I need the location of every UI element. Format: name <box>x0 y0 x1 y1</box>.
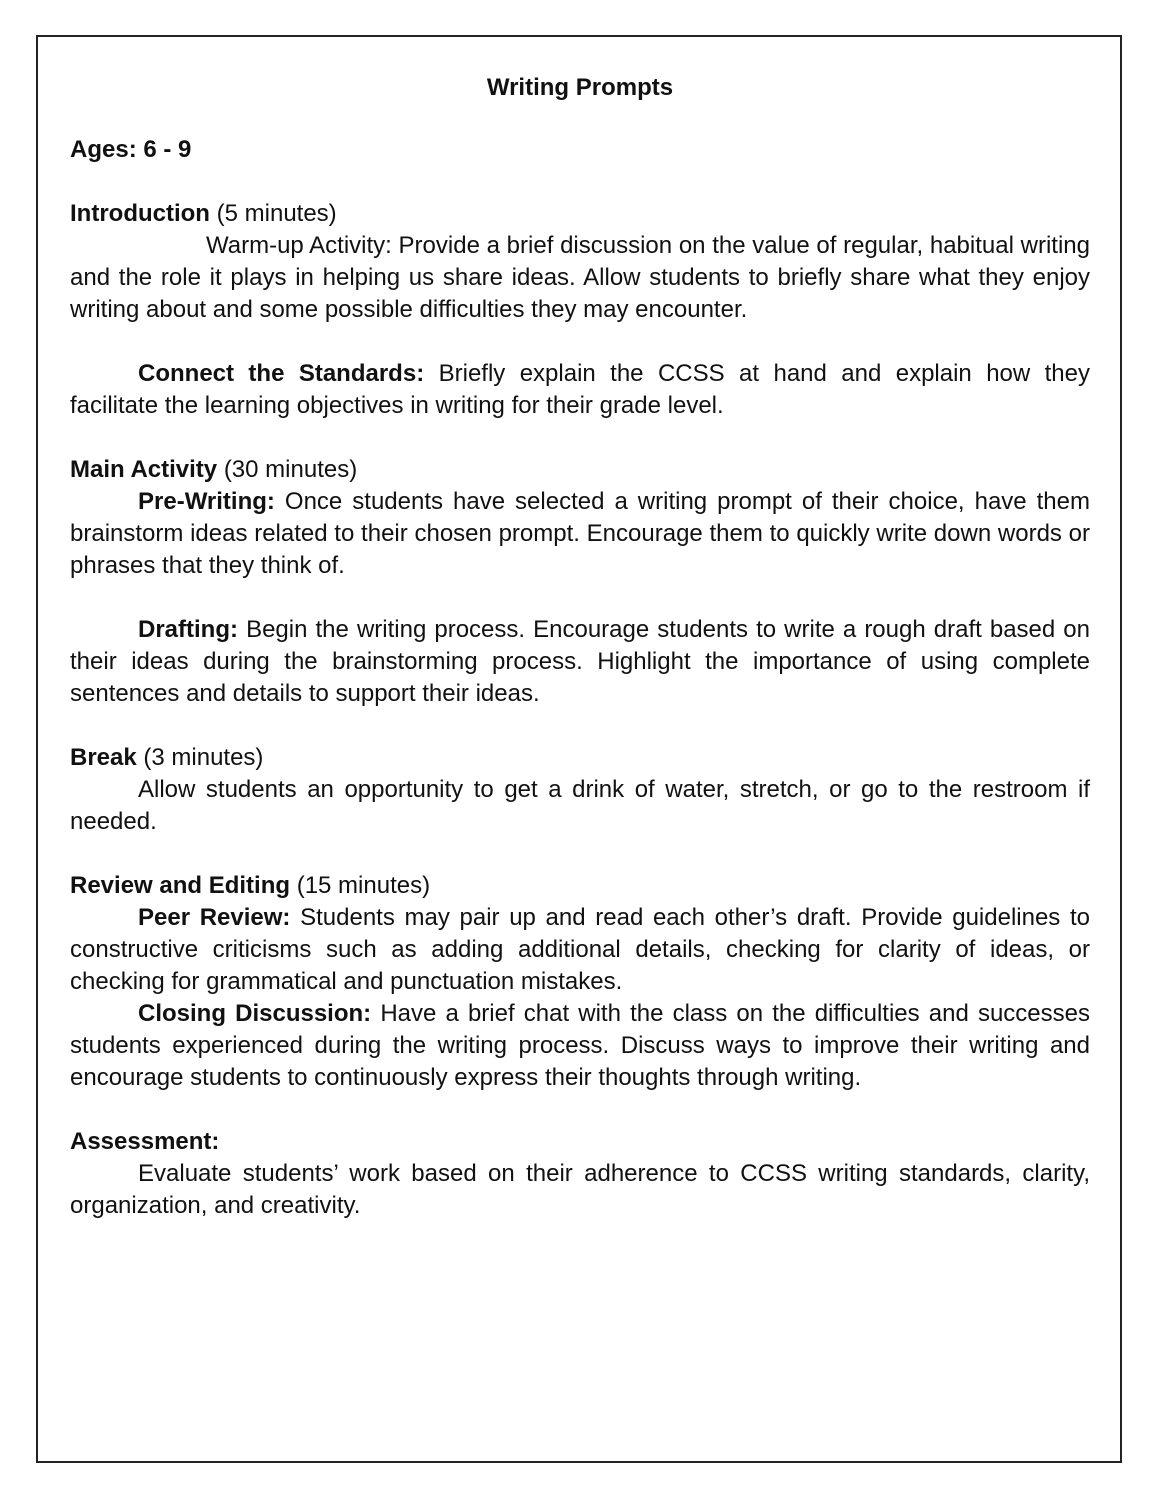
connect-standards-paragraph <box>70 358 1090 422</box>
ages-heading: Ages: 6 - 9 <box>70 136 192 163</box>
closing-discussion-label: Closing Discussion: <box>138 1000 372 1027</box>
break-heading <box>70 742 1090 774</box>
peer-review-label: Peer Review: <box>138 904 291 931</box>
closing-discussion-text: Have a brief chat with the class on the difficulties and successes students experienced during the writing process. Discuss ways to improve their writing and encourage students to continuously express their thoughts through writing. <box>70 1000 1090 1091</box>
warmup-paragraph: Warm-up Activity: Provide a brief discussion on the value of regular, habitual writing and the role it plays in helping us share ideas. Allow students to briefly share what they enjoy writing about and some possible difficulties they may encounter. <box>70 232 1090 323</box>
document-title: Writing Prompts <box>486 74 674 101</box>
main-activity-heading <box>70 454 1090 486</box>
prewriting-label: Pre-Writing: <box>138 488 275 515</box>
break-title: Break <box>70 744 137 771</box>
review-title: Review and Editing <box>70 872 291 899</box>
review-duration: (15 minutes) <box>296 872 431 899</box>
break-paragraph: Allow students an opportunity to get a drink of water, stretch, or go to the restroom if needed. <box>70 776 1090 835</box>
assessment-title: Assessment: <box>70 1128 220 1155</box>
connect-standards-label: Connect the Standards: <box>138 360 425 387</box>
introduction-title: Introduction <box>70 200 210 227</box>
prewriting-paragraph <box>70 486 1090 582</box>
connect-standards-text: Briefly explain the CCSS at hand and explain how they facilitate the learning objectives in writing for their grade level. <box>70 360 1090 419</box>
prewriting-text: Once students have selected a writing prompt of their choice, have them brainstorm ideas related to their chosen prompt. Encourage them to quickly write down words or phrases that they think of. <box>70 488 1090 579</box>
drafting-paragraph <box>70 614 1090 710</box>
assessment-paragraph: Evaluate students’ work based on their adherence to CCSS writing standards, clarity, organization, and creativity. <box>70 1160 1090 1219</box>
main-activity-duration: (30 minutes) <box>223 456 358 483</box>
drafting-text: Begin the writing process. Encourage students to write a rough draft based on their ideas during the brainstorming process. Highlight the importance of using complete sentences and details to support their ideas. <box>70 616 1091 707</box>
main-activity-title: Main Activity <box>70 456 218 483</box>
break-duration: (3 minutes) <box>143 744 264 771</box>
closing-discussion-paragraph <box>70 998 1090 1094</box>
review-heading <box>70 870 1090 902</box>
peer-review-text: Students may pair up and read each other’s draft. Provide guidelines to constructive criticisms such as adding additional details, checking for clarity of ideas, or checking for grammatical and punctuation mistakes. <box>70 904 1090 995</box>
peer-review-paragraph <box>70 902 1090 998</box>
document-body <box>70 70 1090 1222</box>
assessment-heading <box>70 1126 1090 1158</box>
introduction-heading <box>70 198 1090 230</box>
drafting-label: Drafting: <box>138 616 238 643</box>
introduction-duration: (5 minutes) <box>216 200 337 227</box>
